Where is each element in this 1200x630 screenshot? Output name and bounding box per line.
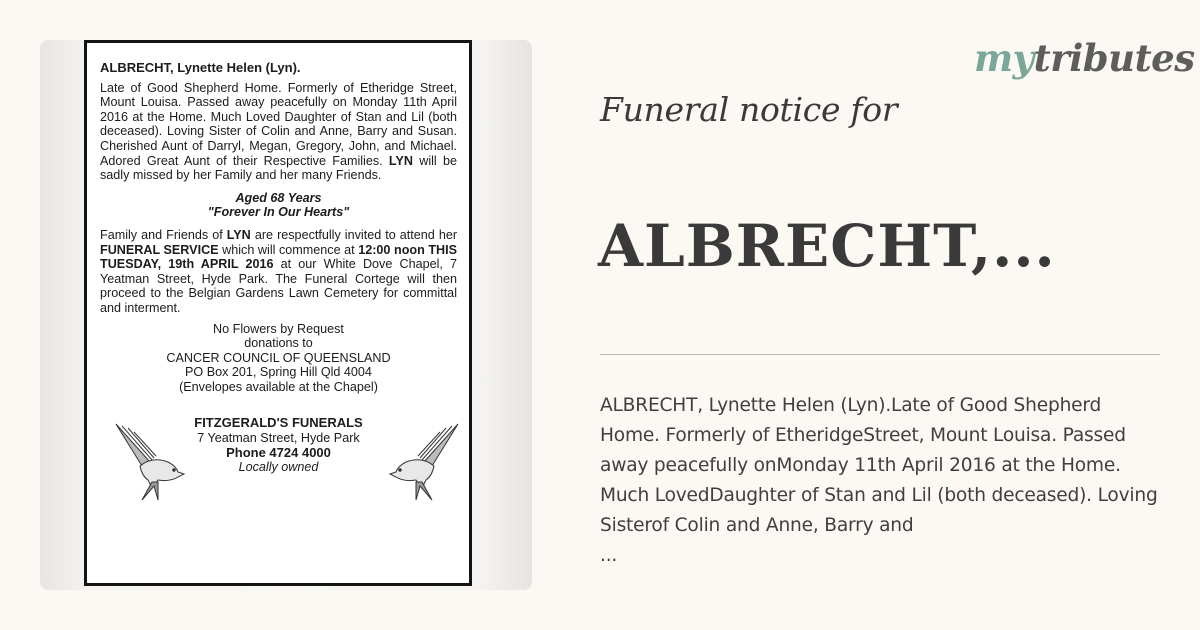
dove-icon [388,422,462,502]
clip-forever: "Forever In Our Hearts" [207,205,350,220]
notice-image-card [40,40,532,590]
funeral-home-name: FITZGERALD'S FUNERALS [194,415,363,431]
notice-for-heading: Funeral notice for [600,90,898,129]
mytributes-logo: mytributes [974,36,1195,80]
clip-deceased-name: ALBRECHT, Lynette Helen (Lyn). [100,60,301,75]
newspaper-clipping [84,40,472,586]
clip-envelopes: (Envelopes available at the Chapel) [179,379,378,394]
clip-age: Aged 68 Years [235,190,322,205]
clip-donations: donations to [244,336,313,351]
clip-pobox: PO Box 201, Spring Hill Qld 4004 [185,365,372,380]
clip-flowers: No Flowers by Request [213,321,344,336]
funeral-home-phone: Phone 4724 4000 [226,444,331,460]
deceased-name-title: ALBRECHT,... [598,212,1056,280]
funeral-home-block [100,416,457,506]
notice-excerpt: ALBRECHT, Lynette Helen (Lyn).Late of Good Shepherd Home. Formerly of EtheridgeStreet, Mount Louisa. Passed away peacefully onMonday 11th April 2016 at the Home. Much LovedDaughter of Stan and Lil (both deceased). Loving Sisterof Colin and Anne, Barry and ... [600,395,1158,566]
clip-paragraph-1: Late of Good Shepherd Home. Formerly of Etheridge Street, Mount Louisa. Passed away peacefully on Monday 11th April 2016 at the Home. Much Loved Daughter of Stan and Lil (both deceased). Loving Sister of Colin and Anne, Barry and Susan. Cherished Aunt of Darryl, Megan, Gregory, John, and Michael. Adored Great Aunt of their Respective Families. LYN will be sadly missed by her Family and her many Friends. [100,80,458,183]
funeral-home-address: 7 Yeatman Street, Hyde Park [197,431,360,446]
clip-paragraph-2: Family and Friends of LYN are respectfully invited to attend her FUNERAL SERVICE which will commence at 12:00 noon THIS TUESDAY, 19th APRIL 2016 at our White Dove Chapel, 7 Yeatman Street, Hyde Park. The Funeral Cortege will then proceed to the Belgian Gardens Lawn Cemetery for committal and interment. [100,227,458,315]
divider [600,354,1160,355]
dove-icon [112,422,186,502]
funeral-home-owned: Locally owned [238,460,319,475]
clip-council: CANCER COUNCIL OF QUEENSLAND [166,350,391,365]
